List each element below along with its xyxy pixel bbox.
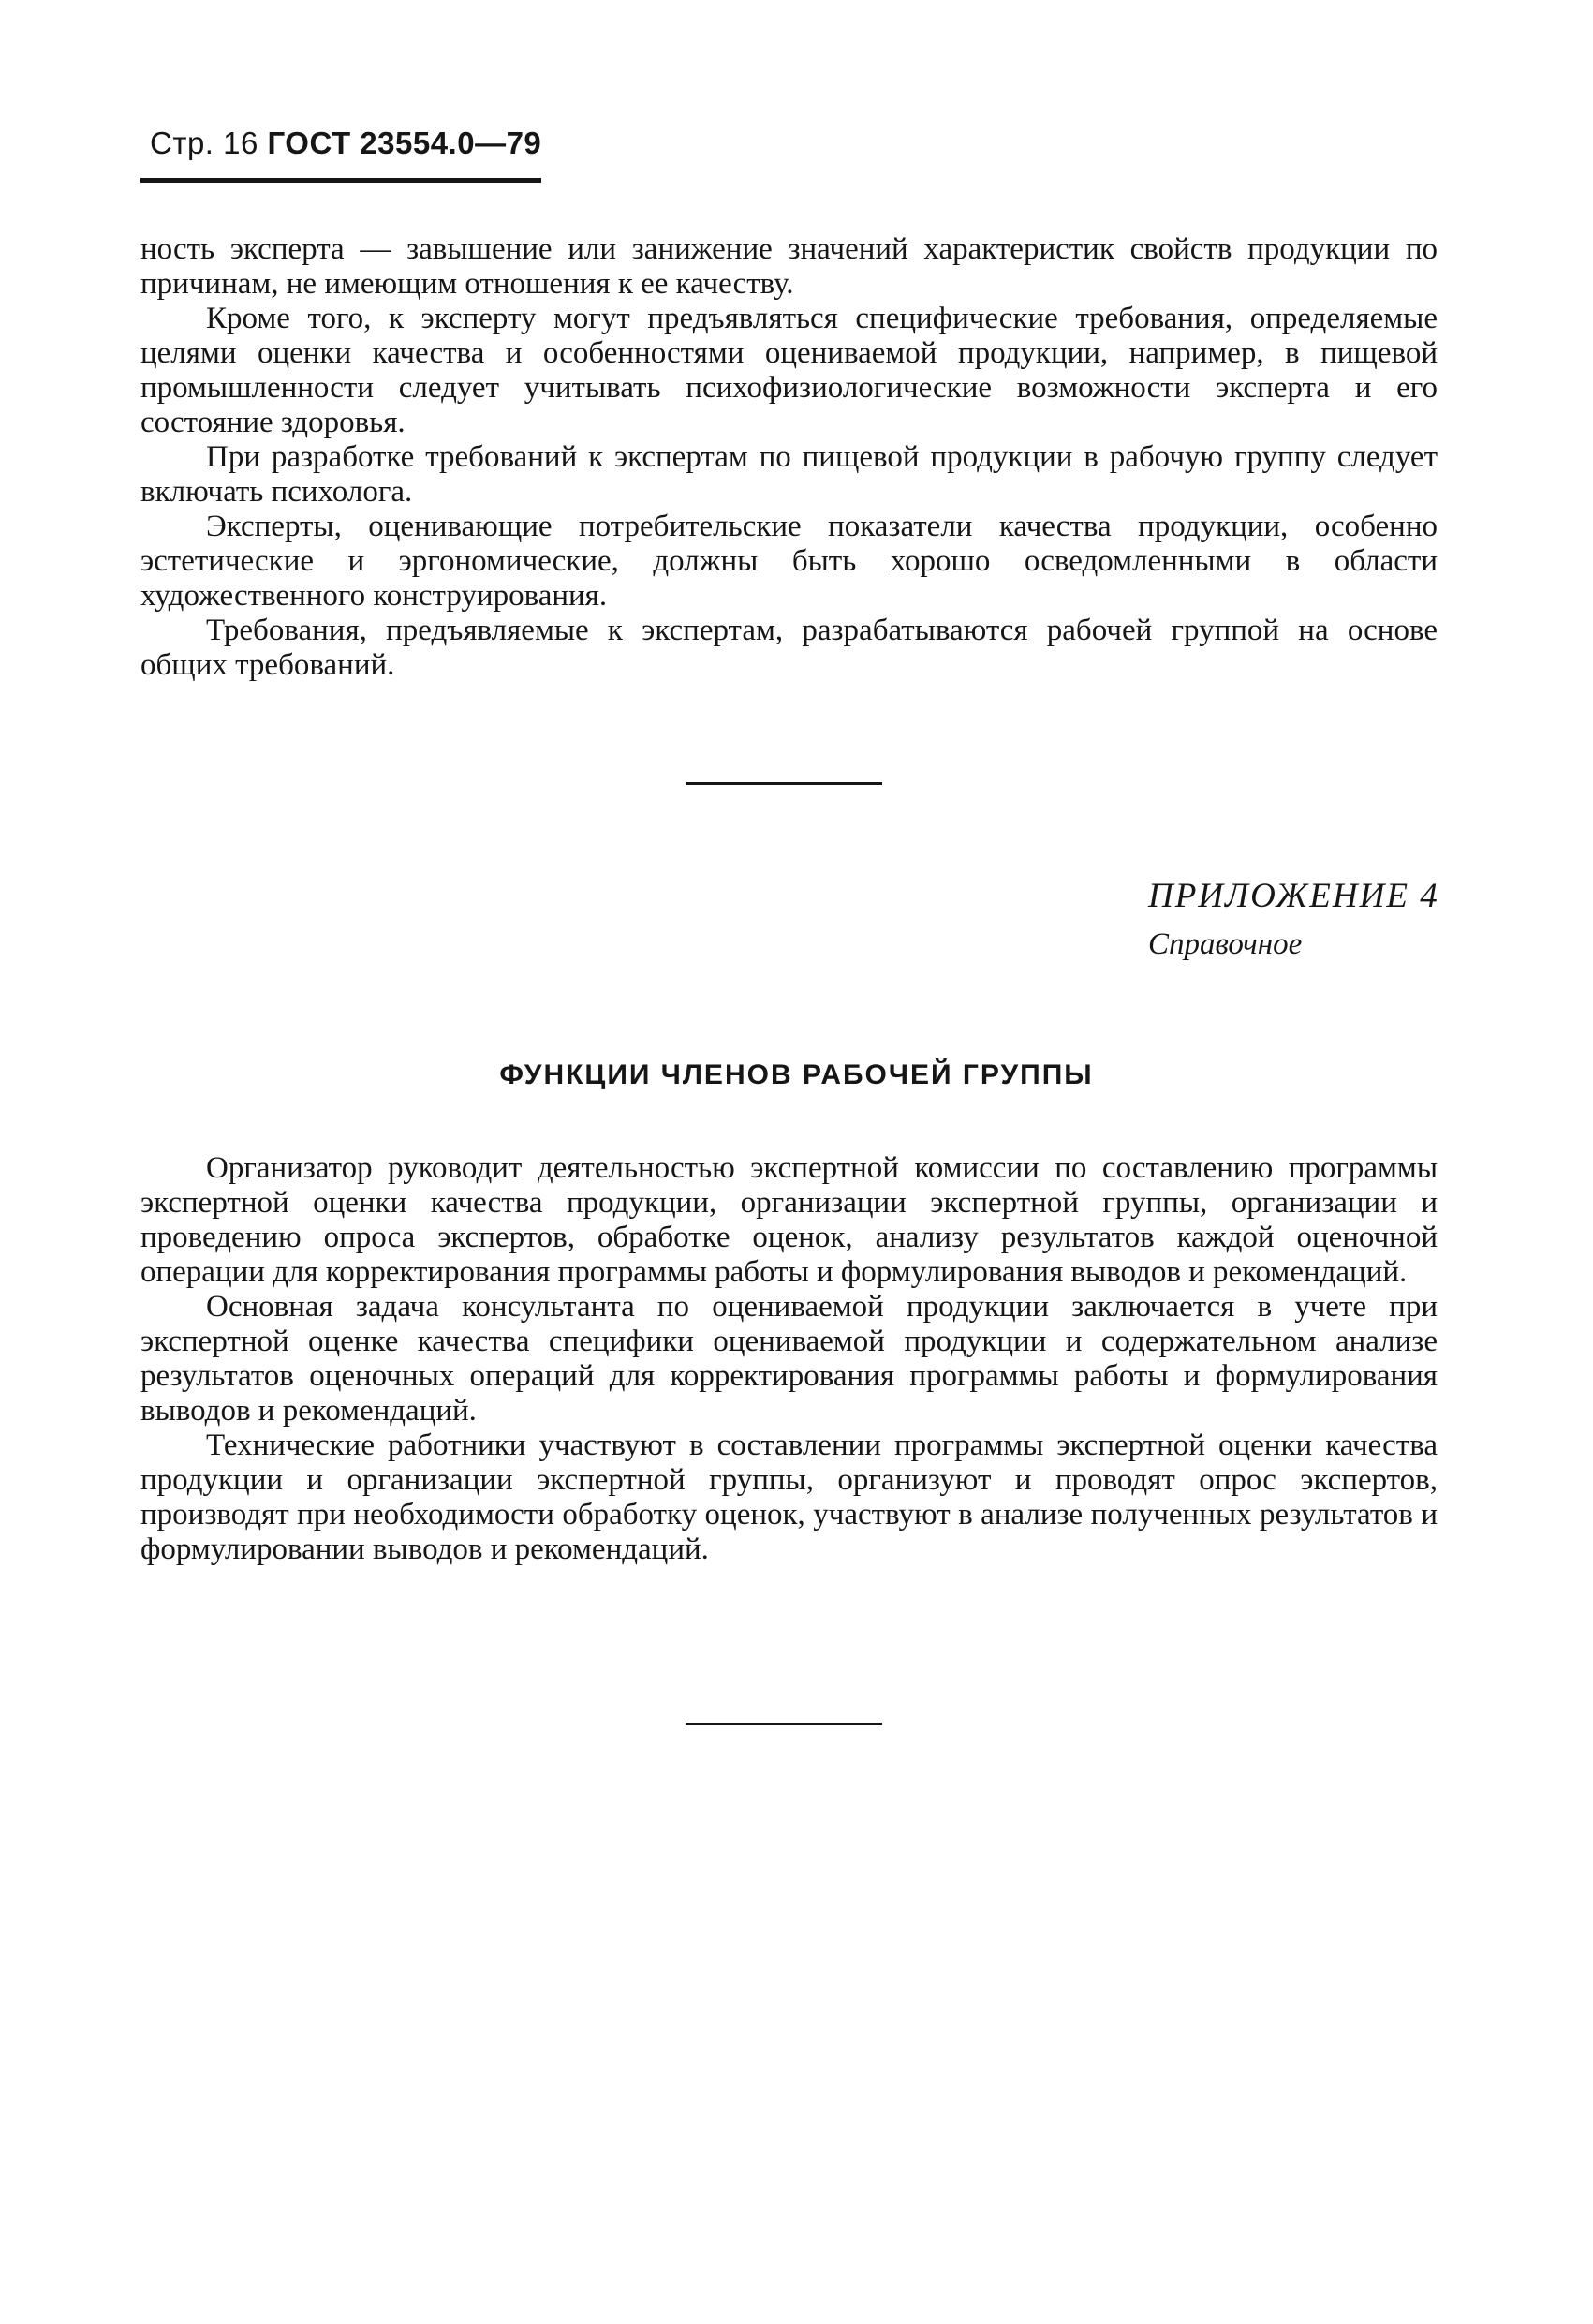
paragraph: Организатор руководит деятельностью экспертной комиссии по составлению программы экспертной оценки качества продукции, организации экспертной группы, организации и проведению опроса экспертов, обработке оценок, анализу результатов каждой оценочной операции для корректирования программы работы и формулирования выводов и рекомендаций. xyxy=(140,1151,1438,1289)
paragraph: Эксперты, оценивающие потребительские показатели качества продукции, особенно эстетические и эргономические, должны быть хорошо осведомленными в области художественного конструирования. xyxy=(140,510,1438,613)
page-header xyxy=(150,126,541,161)
end-divider xyxy=(686,1723,882,1725)
section-heading: ФУНКЦИИ ЧЛЕНОВ РАБОЧЕЙ ГРУППЫ xyxy=(499,1059,1094,1090)
paragraph: Технические работники участвуют в составлении программы экспертной оценки качества продукции и организации экспертной группы, организуют и проводят опрос экспертов, производят при необходимости обработку оценок, участвуют в анализе полученных результатов и формулировании выводов и рекомендаций. xyxy=(140,1428,1438,1566)
paragraph: ность эксперта — завышение или занижение значений характеристик свойств продукции по причинам, не имеющим отношения к ее качеству. xyxy=(140,232,1438,301)
paragraph: При разработке требований к экспертам по пищевой продукции в рабочую группу следует включать психолога. xyxy=(140,440,1438,509)
paragraph: Основная задача консультанта по оцениваемой продукции заключается в учете при экспертной оценке качества специфики оцениваемой продукции и содержательном анализе результатов оценочных операций для корректирования программы работы и формулирования выводов и рекомендаций. xyxy=(140,1290,1438,1428)
appendix-title: ПРИЛОЖЕНИЕ 4 xyxy=(1148,877,1439,915)
page-number-label: Стр. 16 xyxy=(150,126,258,160)
section-body xyxy=(140,1151,1438,1567)
section-divider xyxy=(686,782,882,785)
appendix-subtitle: Справочное xyxy=(1148,927,1303,961)
paragraph: Требования, предъявляемые к экспертам, разрабатываются рабочей группой на основе общих требований. xyxy=(140,614,1438,682)
header-underline xyxy=(140,178,541,183)
gost-code: ГОСТ 23554.0—79 xyxy=(267,126,542,160)
paragraph: Кроме того, к эксперту могут предъявляться специфические требования, определяемые целями оценки качества и особенностями оцениваемой продукции, например, в пищевой промышленности следует учитывать психофизиологические возможности эксперта и его состояние здоровья. xyxy=(140,302,1438,439)
top-text-section xyxy=(140,232,1438,683)
